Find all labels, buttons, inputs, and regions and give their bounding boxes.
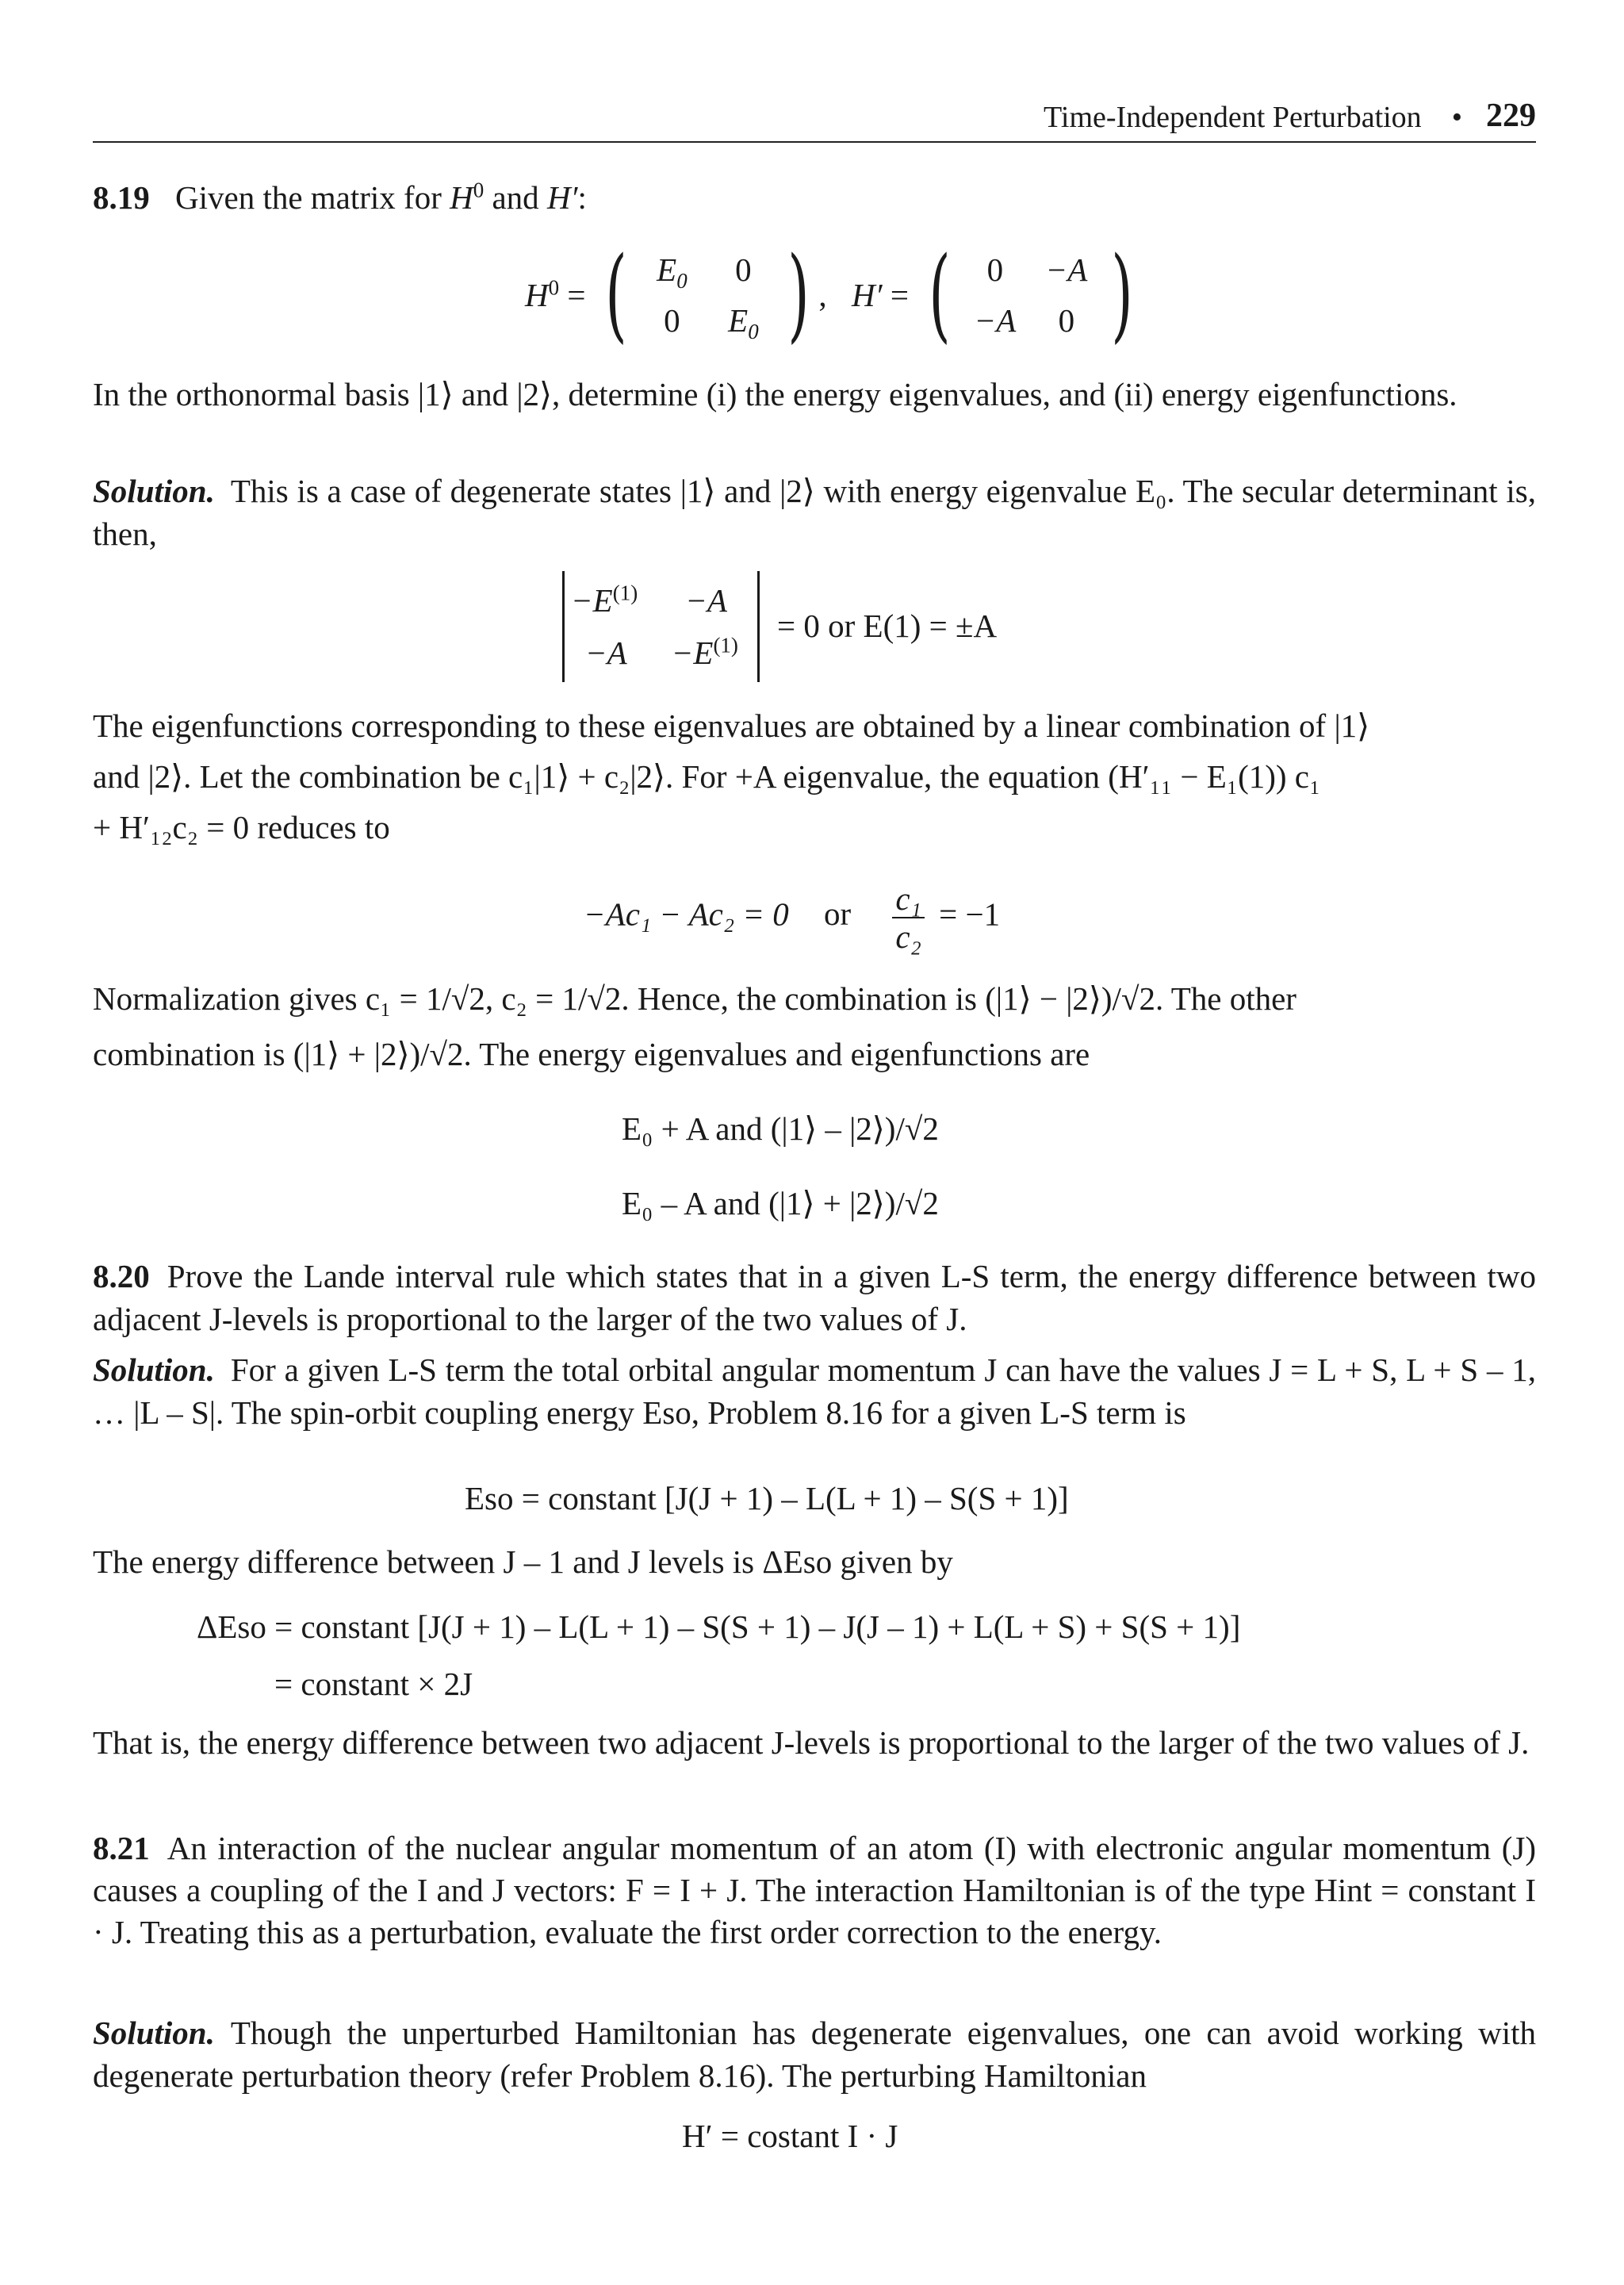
- eigen-paragraph-line-3: + H′₁₂c₂ = 0 reduces to: [93, 809, 390, 845]
- matrix-cell: 0: [986, 251, 1004, 288]
- problem-8-20-statement: 8.20 Prove the Lande interval rule which states that in a given L-S term, the energy difference between two adjacent J-levels is proportional to the larger of the two values of J.: [93, 1258, 1536, 1337]
- normalization-line-2: combination is (|1⟩ + |2⟩)/√2. The energy eigenvalues and eigenfunctions are: [93, 1036, 1090, 1072]
- matrix-h0-entries: [636, 250, 779, 344]
- page-number: 229: [1486, 98, 1536, 134]
- solution-label: Solution.: [93, 473, 215, 509]
- problem-8-19-question: In the orthonormal basis |1⟩ and |2⟩, determine (i) the energy eigenvalues, and (ii) energy eigenfunctions.: [93, 376, 1457, 412]
- energy-difference-sentence: The energy difference between J – 1 and J levels is ΔEso given by: [93, 1543, 953, 1580]
- chapter-title: Time-Independent Perturbation: [1044, 101, 1422, 134]
- spin-orbit-energy-equation: Eso = constant [J(J + 1) – L(L + 1) – S(S + 1)]: [465, 1480, 1069, 1516]
- determinant-row-2: $-A -E^{(1)}$: [585, 633, 738, 671]
- eigen-paragraph-line-1: The eigenfunctions corresponding to these eigenvalues are obtained by a linear combination of |1⟩: [93, 707, 1370, 744]
- problem-8-19-statement: 8.19 Given the matrix for $H^0$ and H′:: [93, 178, 587, 216]
- determinant-bar-right: [757, 571, 760, 682]
- problem-8-19-solution: Solution. This is a case of degenerate states |1⟩ and |2⟩ with energy eigenvalue E₀. The secular determinant is, then,: [93, 473, 1536, 552]
- problem-8-21-solution: Solution. Though the unperturbed Hamiltonian has degenerate eigenvalues, one can avoid working with degenerate perturbation theory (refer Problem 8.16). The perturbing Hamiltonian: [93, 2015, 1536, 2094]
- matrix-cell: $E_0$: [657, 251, 688, 293]
- matrix-h0: $H^0$ = ( $E_0$ 0 0 $E_0$ ) ,: [525, 236, 827, 354]
- eigen-paragraph-line-2: and |2⟩. Let the combination be c₁|1⟩ + c₂|2⟩. For +A eigenvalue, the equation (H′₁₁ − E₁(1)) c₁: [93, 758, 1321, 795]
- solution-label: Solution.: [93, 2015, 215, 2051]
- header-bullet: •: [1451, 101, 1462, 134]
- determinant-result: = 0 or E(1) = ±A: [777, 608, 998, 644]
- determinant-bar-left: [562, 571, 565, 682]
- matrix-cell: −A: [1045, 251, 1088, 288]
- problem-8-21-statement: 8.21 An interaction of the nuclear angular momentum of an atom (I) with electronic angular momentum (J) causes a coupling of the I and J vectors: F = I + J. The interaction Hamiltonian is of the type Hint = constant I · J. Treating this as a perturbation, evaluate the first order correction to the energy.: [93, 1830, 1536, 1950]
- solution-label: Solution.: [93, 1351, 215, 1388]
- matrix-h-prime: H′ = ( 0 −A −A 0 ): [852, 236, 1133, 354]
- normalization-line-1: Normalization gives c₁ = 1/√2, c₂ = 1/√2. Hence, the combination is (|1⟩ − |2⟩)/√2. The other: [93, 980, 1297, 1017]
- matrix-cell: −A: [974, 302, 1017, 339]
- result-eigenpair-2: E₀ – A and (|1⟩ + |2⟩)/√2: [622, 1185, 939, 1221]
- problem-number: 8.19: [93, 179, 150, 216]
- determinant-row-1: $-E^{(1)} -A$: [571, 581, 727, 619]
- result-eigenpair-1: E₀ + A and (|1⟩ – |2⟩)/√2: [622, 1110, 939, 1147]
- reduced-equation: −Ac₁ − Ac₂ = 0 or $\frac{\text{c₁}}{\text{c₂}}$ = −1: [584, 880, 1001, 955]
- running-header: [93, 86, 1536, 143]
- matrix-cell: 0: [1058, 302, 1075, 339]
- delta-energy-equation-line-1: ΔEso = constant [J(J + 1) – L(L + 1) – S(S + 1) – J(J – 1) + L(L + S) + S(S + 1)]: [197, 1608, 1241, 1645]
- problem-8-20-solution: Solution. For a given L-S term the total orbital angular momentum J can have the values J = L + S, L + S – 1, … |L – S|. The spin-orbit coupling energy Eso, Problem 8.16 for a given L-S term is: [93, 1351, 1536, 1431]
- problem-number: 8.21: [93, 1830, 150, 1866]
- problem-8-20-conclusion: That is, the energy difference between two adjacent J-levels is proportional to the larger of the two values of J.: [93, 1724, 1530, 1761]
- matrix-cell: $E_0$: [728, 302, 759, 344]
- matrix-cell: 0: [735, 251, 752, 288]
- delta-energy-equation-line-2: = constant × 2J: [274, 1666, 473, 1702]
- problem-number: 8.20: [93, 1258, 150, 1294]
- matrix-h-prime-entries: [959, 250, 1102, 340]
- perturbing-hamiltonian-equation: H′ = costant I · J: [682, 2118, 898, 2154]
- matrix-cell: 0: [664, 302, 680, 339]
- ratio-fraction: $\frac{\text{c₁}}{\text{c₂}}$: [892, 880, 924, 955]
